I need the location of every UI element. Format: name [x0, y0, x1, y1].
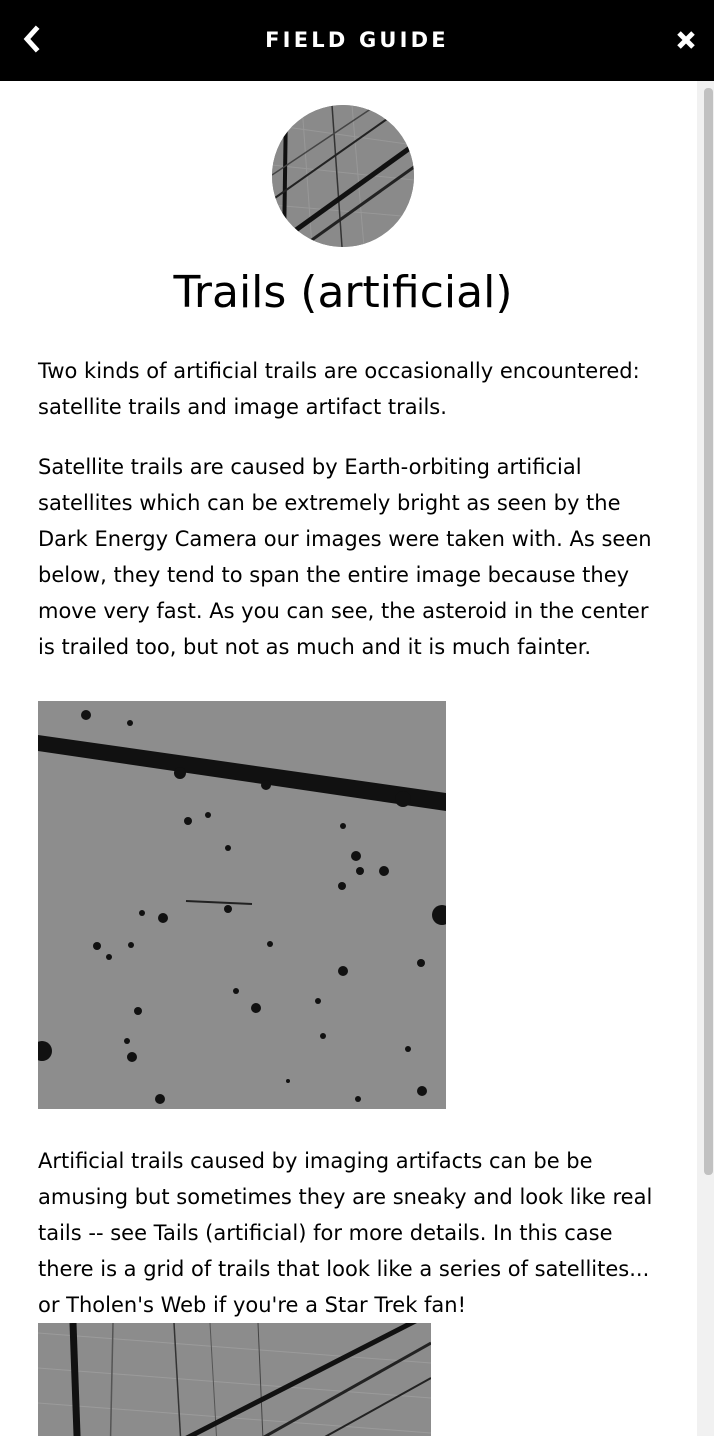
- artifact-trail-image: [38, 1323, 431, 1436]
- scrollbar-thumb[interactable]: [704, 88, 713, 1175]
- header-bar: [0, 0, 714, 81]
- close-button[interactable]: [674, 28, 698, 52]
- page-title: Trails (artificial): [173, 267, 513, 318]
- close-icon: [674, 28, 698, 52]
- guide-content[interactable]: [0, 81, 697, 1436]
- intro-paragraph: Two kinds of artificial trails are occasionally encountered: satellite trails and image artifact trails.: [38, 359, 640, 419]
- artifact-paragraph: Artificial trails caused by imaging artifacts can be be amusing but sometimes they are sneaky and look like real tails -- see Tails (artificial) for more details. In this case there is a grid of trails that look like a series of satellites... or Tholen's Web if you're a Star Trek fan!: [38, 1149, 653, 1317]
- header-title: FIELD GUIDE: [265, 28, 449, 52]
- trails-thumbnail-image: [272, 105, 414, 247]
- satellite-paragraph: Satellite trails are caused by Earth-orbiting artificial satellites which can be extremely bright as seen by the Dark Energy Camera our images were taken with. As seen below, they tend to span the entire image because they move very fast. As you can see, the asteroid in the center is trailed too, but not as much and it is much fainter.: [38, 455, 652, 659]
- satellite-trail-image: [38, 701, 446, 1109]
